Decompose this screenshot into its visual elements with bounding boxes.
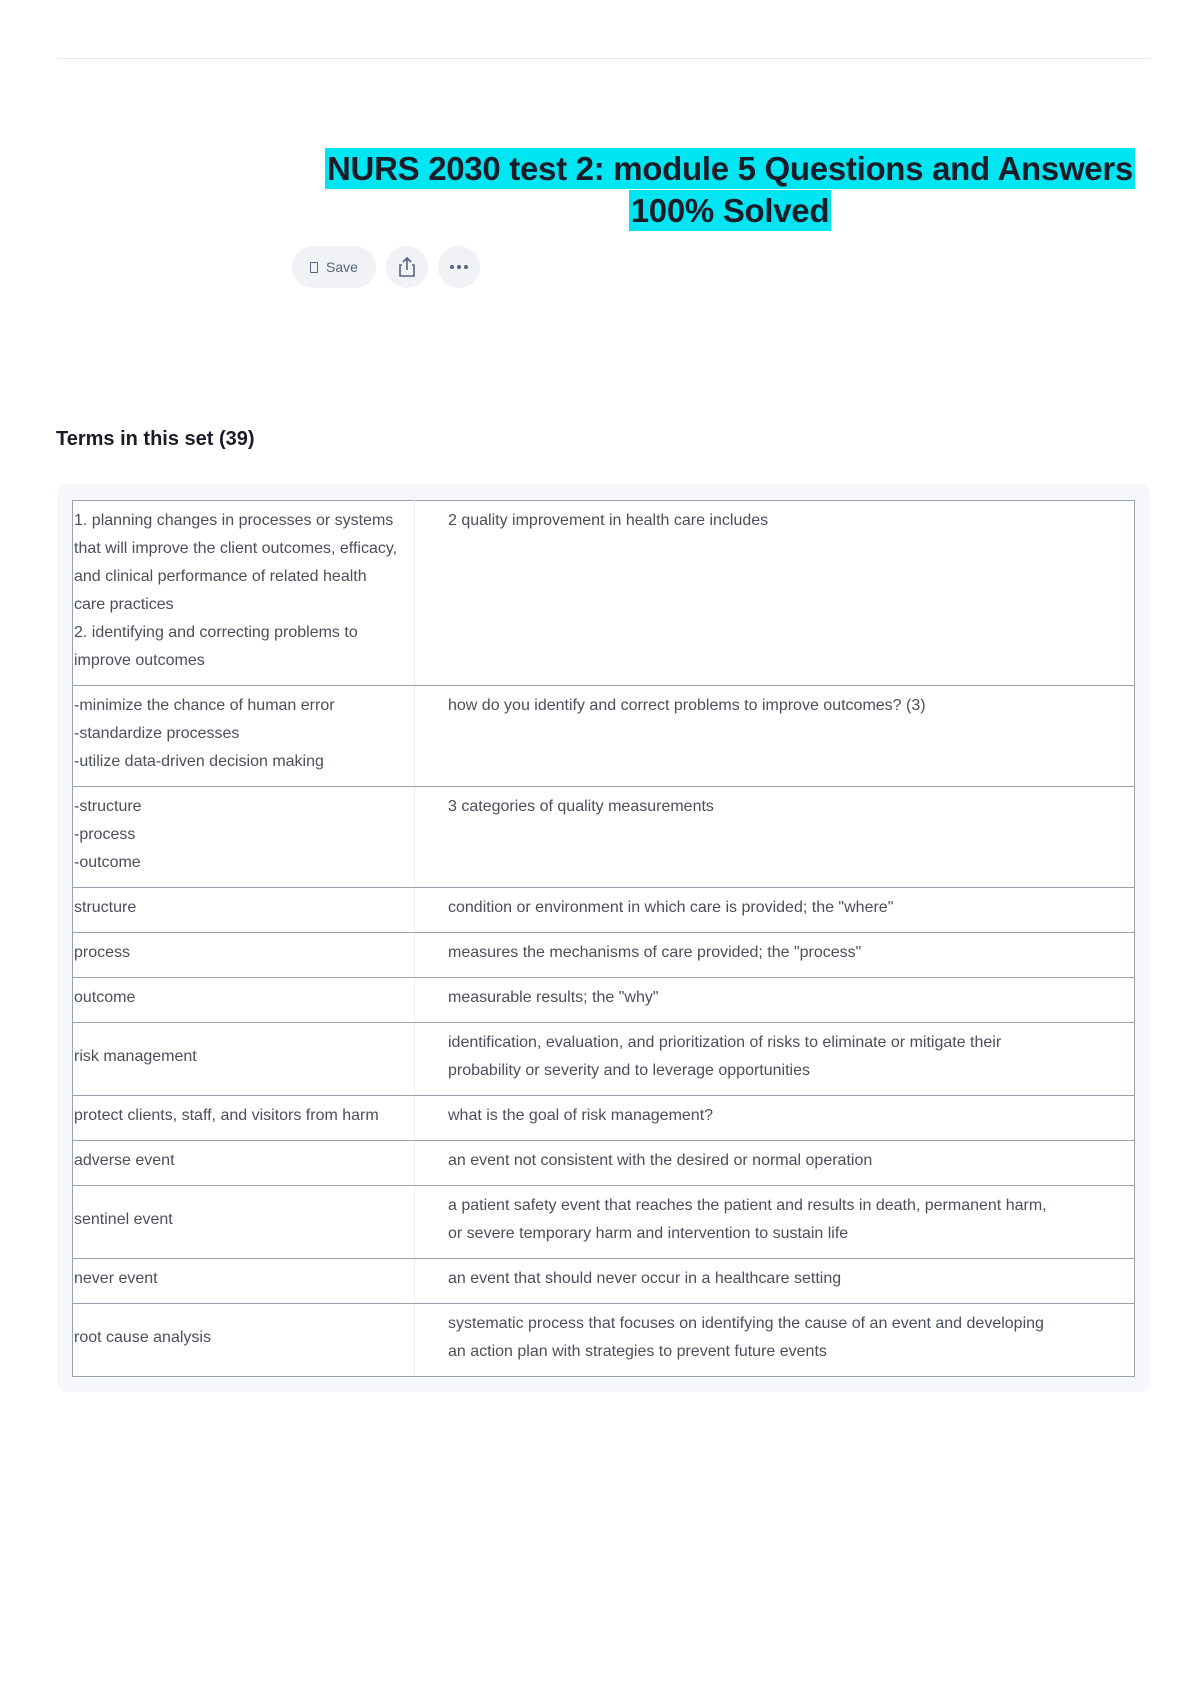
term-cell <box>73 1186 415 1259</box>
term-cell <box>73 1096 415 1141</box>
definition-cell <box>415 686 1135 787</box>
term-text: structure <box>74 899 137 916</box>
definition-text: an event that should never occur in a healthcare setting <box>448 1270 842 1287</box>
term-text: 1. planning changes in processes or systems that will improve the client outcomes, efficacy, and clinical performance of related health care practices 2. identifying and correcting problems to improve outcomes <box>74 512 398 669</box>
term-text: root cause analysis <box>74 1329 211 1346</box>
definition-cell <box>415 787 1135 888</box>
definition-cell <box>415 978 1135 1023</box>
term-text: -minimize the chance of human error -standardize processes -utilize data-driven decision making <box>74 697 335 770</box>
definition-cell <box>415 1259 1135 1304</box>
definition-text: a patient safety event that reaches the patient and results in death, permanent harm, or severe temporary harm and intervention to sustain life <box>448 1197 1047 1242</box>
definition-cell <box>415 1023 1135 1096</box>
definition-cell <box>415 1141 1135 1186</box>
definition-text: 3 categories of quality measurements <box>448 798 714 815</box>
table-row <box>73 1259 1135 1304</box>
terms-heading: Terms in this set (39) <box>56 428 255 450</box>
definition-text: how do you identify and correct problems to improve outcomes? (3) <box>448 697 926 714</box>
term-cell <box>73 686 415 787</box>
definition-cell <box>415 933 1135 978</box>
definition-text: condition or environment in which care is provided; the "where" <box>448 899 894 916</box>
table-row <box>73 1186 1135 1259</box>
top-divider <box>57 58 1150 59</box>
table-row <box>73 686 1135 787</box>
term-text: never event <box>74 1270 158 1287</box>
share-icon <box>398 257 416 277</box>
term-text: -structure -process -outcome <box>74 798 142 871</box>
terms-table <box>72 500 1135 1377</box>
term-cell <box>73 1259 415 1304</box>
term-cell <box>73 1141 415 1186</box>
definition-text: measurable results; the "why" <box>448 989 659 1006</box>
table-row <box>73 501 1135 686</box>
share-button[interactable] <box>386 246 428 288</box>
term-text: risk management <box>74 1048 197 1065</box>
save-button-label: Save <box>326 259 358 275</box>
term-text: outcome <box>74 989 136 1006</box>
definition-text: an event not consistent with the desired or normal operation <box>448 1152 873 1169</box>
table-row <box>73 1023 1135 1096</box>
term-text: sentinel event <box>74 1211 173 1228</box>
save-button[interactable] <box>292 246 376 288</box>
definition-cell <box>415 501 1135 686</box>
definition-cell <box>415 1304 1135 1377</box>
more-options-button[interactable] <box>438 246 480 288</box>
term-cell <box>73 978 415 1023</box>
table-row <box>73 933 1135 978</box>
page-title <box>300 148 1160 232</box>
more-dots-icon <box>450 265 468 269</box>
definition-text: what is the goal of risk management? <box>448 1107 714 1124</box>
table-row <box>73 978 1135 1023</box>
page-title-text: NURS 2030 test 2: module 5 Questions and Answers 100% Solved <box>327 150 1133 229</box>
term-cell <box>73 1023 415 1096</box>
title-container <box>300 148 1160 232</box>
definition-text: measures the mechanisms of care provided; the "process" <box>448 944 862 961</box>
bookmark-icon <box>310 262 318 273</box>
term-cell <box>73 787 415 888</box>
table-row <box>73 1096 1135 1141</box>
term-text: adverse event <box>74 1152 175 1169</box>
definition-text: systematic process that focuses on identifying the cause of an event and developing an action plan with strategies to prevent future events <box>448 1315 1044 1360</box>
definition-cell <box>415 1096 1135 1141</box>
definition-text: identification, evaluation, and prioritization of risks to eliminate or mitigate their probability or severity and to leverage opportunities <box>448 1034 1002 1079</box>
term-cell <box>73 888 415 933</box>
definition-cell <box>415 888 1135 933</box>
term-cell <box>73 933 415 978</box>
table-row <box>73 1304 1135 1377</box>
term-cell <box>73 1304 415 1377</box>
definition-cell <box>415 1186 1135 1259</box>
table-row <box>73 888 1135 933</box>
definition-text: 2 quality improvement in health care includes <box>448 512 769 529</box>
table-row <box>73 1141 1135 1186</box>
action-toolbar <box>292 246 480 288</box>
term-text: process <box>74 944 131 961</box>
term-text: protect clients, staff, and visitors from harm <box>74 1107 379 1124</box>
term-cell <box>73 501 415 686</box>
table-row <box>73 787 1135 888</box>
